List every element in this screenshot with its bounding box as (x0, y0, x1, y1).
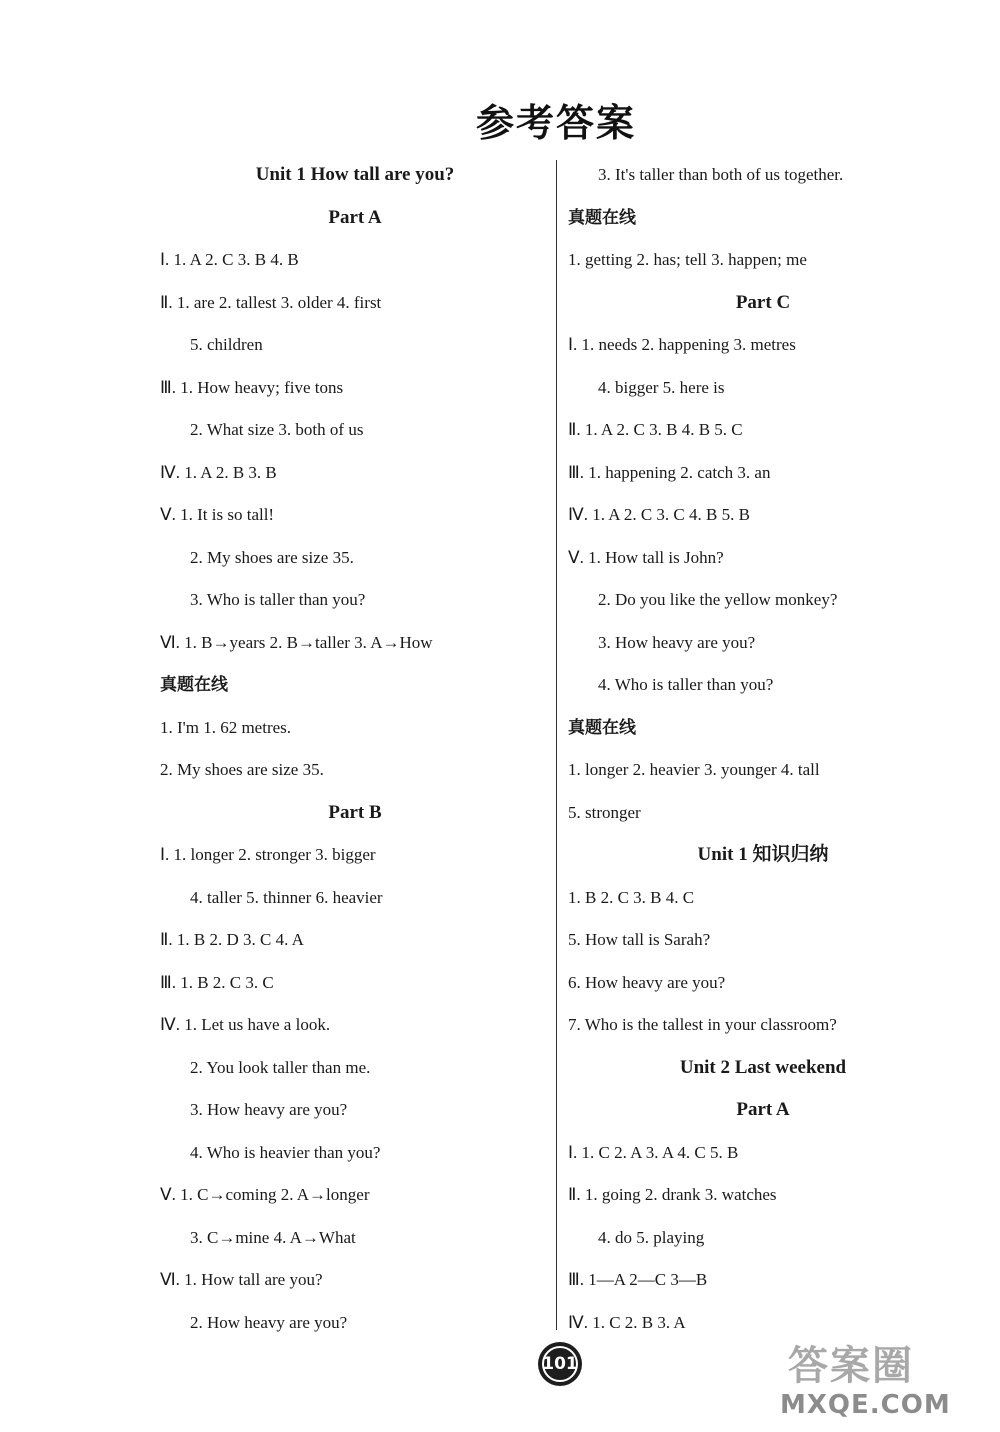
section-heading: Part C (735, 291, 791, 313)
answer-line: Ⅳ. 1. C 2. B 3. A (568, 1312, 686, 1332)
answer-line: Ⅲ. 1. B 2. C 3. C (160, 972, 274, 992)
answer-line: 7. Who is the tallest in your classroom? (568, 1015, 837, 1034)
answer-line: 2. You look taller than me. (190, 1057, 371, 1077)
answer-line: Ⅰ. 1. longer 2. stronger 3. bigger (160, 845, 376, 864)
section-heading: Unit 2 Last weekend (679, 1056, 847, 1078)
answer-line: 2. How heavy are you? (190, 1312, 348, 1332)
answer-line: 4. bigger 5. here is (598, 377, 725, 397)
answer-line: 6. How heavy are you? (568, 972, 726, 992)
watermark-logo (780, 1334, 990, 1424)
answer-line: Ⅲ. 1—A 2—C 3—B (568, 1270, 708, 1289)
answer-line: Ⅳ. 1. A 2. C 3. C 4. B 5. B (568, 505, 750, 524)
answer-line: Ⅰ. 1. needs 2. happening 3. metres (568, 335, 796, 354)
watermark-url: MXQE.COM (780, 1390, 951, 1420)
column-divider (556, 160, 557, 1330)
answer-line: Ⅱ. 1. A 2. C 3. B 4. B 5. C (568, 420, 743, 439)
answer-line: 2. What size 3. both of us (190, 420, 364, 439)
answer-line: Ⅰ. 1. A 2. C 3. B 4. B (160, 250, 299, 269)
section-heading: Part A (328, 206, 382, 228)
answer-line: 4. Who is heavier than you? (190, 1142, 381, 1162)
section-heading: Unit 1 How tall are you? (255, 164, 455, 185)
answer-line: 4. do 5. playing (598, 1227, 705, 1247)
page-number: 101 (542, 1354, 578, 1374)
answer-line: Ⅱ. 1. are 2. tallest 3. older 4. first (160, 292, 382, 312)
answer-line: 4. taller 5. thinner 6. heavier (190, 887, 383, 907)
answer-line: Ⅵ. 1. How tall are you? (160, 1270, 323, 1289)
exam-section-label: 真题在线 (568, 207, 636, 228)
answer-line: 3. It's taller than both of us together. (598, 165, 844, 184)
answer-line: 1. I'm 1. 62 metres. (160, 717, 292, 737)
section-heading: Part B (328, 801, 382, 823)
answer-line: 1. getting 2. has; tell 3. happen; me (568, 250, 807, 269)
answer-line: 3. Who is taller than you? (190, 590, 366, 609)
exam-section-label: 真题在线 (160, 675, 228, 695)
page-title: 参考答案 (475, 100, 636, 145)
answer-line: Ⅴ. 1. It is so tall! (160, 505, 275, 524)
answer-line: 2. My shoes are size 35. (190, 547, 354, 567)
answer-line: 2. Do you like the yellow monkey? (598, 590, 838, 609)
answer-line: 3. How heavy are you? (598, 632, 756, 652)
section-heading: Part A (736, 1099, 790, 1120)
answer-line: 2. My shoes are size 35. (160, 760, 324, 779)
answer-line: Ⅳ. 1. A 2. B 3. B (160, 462, 277, 482)
answer-line: 5. children (190, 335, 263, 354)
page-number-badge (538, 1342, 582, 1386)
answer-line: Ⅵ. 1. B→years 2. B→taller 3. A→How (160, 632, 433, 652)
answer-line: 3. C→mine 4. A→What (190, 1227, 356, 1247)
watermark-chinese: 答案圈 (788, 1343, 914, 1389)
answer-line: Ⅲ. 1. How heavy; five tons (160, 377, 344, 397)
answer-line: Ⅲ. 1. happening 2. catch 3. an (568, 462, 771, 482)
section-heading: Unit 1 知识归纳 (697, 844, 829, 865)
answer-line: Ⅱ. 1. B 2. D 3. C 4. A (160, 930, 304, 949)
answer-line: Ⅳ. 1. Let us have a look. (160, 1015, 331, 1034)
exam-section-label: 真题在线 (568, 717, 636, 738)
answer-line: 1. B 2. C 3. B 4. C (568, 887, 695, 907)
answer-line: 4. Who is taller than you? (598, 675, 774, 694)
answer-line: Ⅴ. 1. How tall is John? (568, 547, 724, 567)
answer-line: 1. longer 2. heavier 3. younger 4. tall (568, 760, 820, 779)
answer-line: 5. How tall is Sarah? (568, 930, 711, 949)
answer-line: Ⅱ. 1. going 2. drank 3. watches (568, 1185, 777, 1204)
answer-line: Ⅴ. 1. C→coming 2. A→longer (160, 1185, 370, 1204)
answer-line: 3. How heavy are you? (190, 1100, 348, 1119)
answer-line: Ⅰ. 1. C 2. A 3. A 4. C 5. B (568, 1142, 739, 1162)
answer-line: 5. stronger (568, 802, 641, 822)
